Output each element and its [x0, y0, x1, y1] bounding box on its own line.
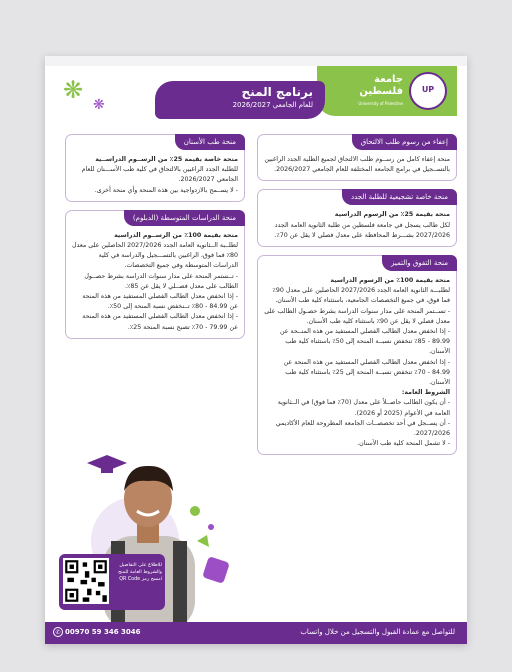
- card-body: [264, 155, 450, 175]
- qr-instructions: للاطلاع على التفاصيل والشروط العامة للمنح امسح رمز QR Code: [118, 563, 162, 582]
- card-highlight: منحة خاصة بقيمة 25٪ من الرســوم الدراســية: [95, 156, 238, 163]
- condition-line: - أن يســجل في أحد تخصصــات الجامعة المطروحة للعام الأكاديمي 2027/2026.: [275, 419, 450, 438]
- conditions-title: الشروط العامة:: [401, 389, 450, 397]
- flyer-sheet: [45, 56, 467, 644]
- card-body: [264, 276, 450, 449]
- university-name-en: University of Palestine: [358, 101, 403, 106]
- card-highlight: منحة بقيمة 100٪ من الرسوم الدراسية: [330, 277, 450, 285]
- top-strip: [45, 56, 467, 66]
- green-flower-icon: ❋: [63, 76, 84, 104]
- whatsapp-icon: ✆: [53, 627, 63, 637]
- card-line: - تــستمر المنحة على مدار سنوات الدراسة بشرط حصــول الطالب على معدل فصــلي لا يقل عن 85٪.: [84, 272, 238, 290]
- left-column: [65, 134, 245, 347]
- card-line: - إذا انخفض معدل الطالب الفصلي المستفيد من هذه المنــحة عن 89.99 - 85٪ تنخفض نسبــة المنحة إلى 50٪ باستثناء كلية طب الأسنان.: [279, 328, 450, 356]
- card-highlight: منحة بقيمة 100٪ من الرســوم الدراسية: [114, 231, 238, 239]
- card-line: - تســتمر المنحة على مدار سنوات الدراسة بشرط حصـول الطالب على معدل فصلي لا يقل عن 90٪ باستثناء كلية طب الأسنان.: [264, 307, 450, 325]
- condition-line: - أن يكون الطالب حاصــلاً على معدل (70٪ فما فوق) في الــثانوية العامة في الأعوام (2025 أو 2026).: [277, 399, 450, 417]
- card-title: منحة الدراسات المتوسطة (الدبلوم): [124, 210, 245, 226]
- footer-bar: [45, 622, 467, 644]
- card-line: منحة إعفاء كامل من رســوم طلب الالتحاق لجميع الطلبة الجدد الراغبين بالتســجيل في برامج الجامعة المختلفة للعام الجامعي 2026/2027.: [264, 156, 450, 174]
- scholarship-card: [257, 255, 457, 455]
- footer-phone[interactable]: 00970 59 346 3046: [65, 628, 141, 636]
- card-line: - إذا انخفض معدل الطالب الفصلي المستفيد من هذه المنحة عن 79.99 - 70٪ تصبح نسبة المنحة 25٪.: [82, 313, 238, 331]
- qr-code-icon[interactable]: [63, 558, 109, 604]
- program-subtitle: للعام الجامعي 2026/2027: [232, 101, 313, 109]
- card-title: إعفاء من رسوم طلب الالتحاق: [352, 134, 457, 150]
- card-line: - إذا انخفض معدل الطالب الفصلي المستفيد من هذه المنحة عن 84.99 - 80٪ تــنخفض نسبة المنحة إلى 50٪.: [82, 293, 238, 311]
- seal-text: UP: [421, 85, 435, 94]
- card-body: [72, 231, 238, 333]
- scholarship-card: [257, 189, 457, 247]
- university-logo: [317, 66, 457, 116]
- card-line: لطلــبة الــثانوية العامة الجدد 2027/2026 الحاصلين على معدل 80٪ فما فوق، الراغبين بالتســـجيل والدراسة في كلية الدراسات المتوسطة وفي جميع التخصصات.: [71, 242, 238, 270]
- card-highlight: منحة بقيمة 25٪ من الرسوم الدراسية: [334, 211, 450, 219]
- university-seal-icon: [409, 72, 447, 110]
- card-line: - إذا انخفض معدل الطالب الفصلي المستفيد من هذه المنحة عن 84.99 - 70٪ تنخفض نسبــة المنحة إلى 25٪ باستثناء كلية طب الأسنان.: [283, 358, 450, 387]
- program-banner: [155, 81, 325, 119]
- card-line: - لا يســمح بالازدواجية بين هذه المنحة وأي منحة أخرى.: [94, 186, 238, 194]
- card-body: [264, 210, 450, 241]
- right-column: [257, 134, 457, 463]
- program-title: برنامج المنح: [241, 85, 313, 99]
- scholarship-card: [65, 210, 245, 339]
- card-line: لطلبـــة الثانوية العامة الجدد 2027/2026 الحاصلين على معدل 90٪ فما فوق، في جميع التخصصات الجامعية، باستثناء كلية طب الأسنان.: [272, 287, 450, 305]
- qr-code-box[interactable]: [59, 554, 165, 610]
- university-name: جامعة فلسطين: [359, 74, 403, 97]
- purple-flower-icon: ❋: [93, 97, 105, 113]
- scholarship-card: [257, 134, 457, 181]
- card-line: لكل طالب يسجل في جامعة فلسطين من طلبة الثانوية العامة الجدد 2027/2026 بشـــرط المحافظة على معدل فصلي لا يقل عن 70٪.: [274, 221, 450, 239]
- card-body: [72, 155, 238, 196]
- footer-contact-text: للتواصل مع عمادة القبول والتسجيل من خلال واتساب: [300, 628, 455, 636]
- card-title: منحة التفوق والتميز: [382, 255, 457, 271]
- scholarship-card: [65, 134, 245, 202]
- card-line: للطلبة الجدد الراغبين بالالتحاق في كلية طب الأســـنان للعام الجامعي 2026/2027.: [81, 166, 238, 184]
- card-title: منحة خاصة تشجيعية للطلبة الجدد: [342, 189, 457, 205]
- card-title: منحة طب الأسنان: [175, 134, 245, 150]
- condition-line: - لا تشمل المنحة كلية طب الأسنان.: [357, 440, 450, 448]
